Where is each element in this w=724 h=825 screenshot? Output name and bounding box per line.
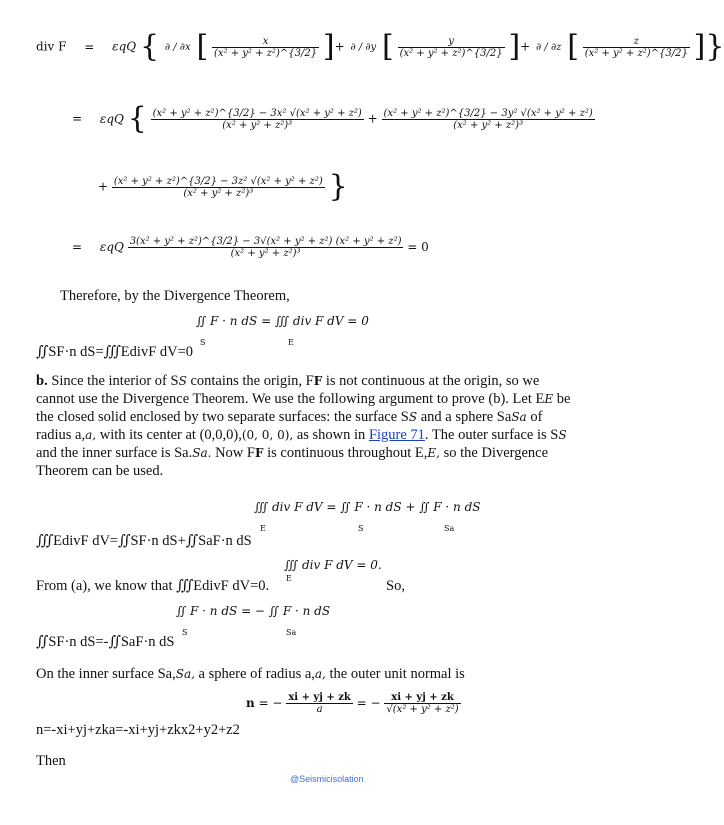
eq8-sub-sa: Sa xyxy=(286,628,297,637)
equation-unit-normal xyxy=(246,692,461,715)
alt-text-2: ∭EdivF dV=∬SF·n dS+∬SaF·n dS xyxy=(36,533,252,549)
figure-71-link[interactable]: Figure 71 xyxy=(368,427,425,443)
eq1-term-z: $\frac{z}{\text{(x² + y² + z²)\textasciicircum{}\{3/2\}}}$ xyxy=(584,35,688,59)
eq2-frac1: $\frac{\text{(x² + y² + z²)\textasciicircum{}\{3/2\} − 3x² √(x² + y² + z²)}}{\text{(x² + y² + z²)³}}$ xyxy=(152,107,362,131)
eq9-rel2: = − xyxy=(356,696,381,710)
eq4-frac: $\frac{\text{3(x² + y² + z²)\textasciicircum{}\{3/2\} − 3√(x² + y² + z²) (x² + y² + z²)}}{\text{(x² + y² + z²)³}}$ xyxy=(129,236,402,259)
equation-surface-equality xyxy=(176,604,331,637)
equation-expanded-line2: + $\frac{\text{(x² + y² + z²)\textasciicircum{}\{3/2\} − 3z² √(x² + y² + z²)}}{\text{(x² + y² + z²)³}}$ } xyxy=(98,169,348,204)
eq1-lhs: div F xyxy=(36,39,67,54)
para-b-line1: b. Since the interior of SS contains the origin, FF is not continuous at the origin, so we xyxy=(36,373,540,389)
alt-text-1: ∬SF·n dS=∭EdivF dV=0 xyxy=(36,344,194,360)
eq5-sub-s: S xyxy=(200,338,206,347)
paragraph-inner-surface: On the inner surface Sa,Sa, a sphere of radius a,a, the outer unit normal is xyxy=(36,666,465,682)
para-b-line2: cannot use the Divergence Theorem. We use the following argument to prove (b). Let EE be xyxy=(36,391,571,407)
eq7-expr: ∭ div F dV = 0. xyxy=(284,558,382,572)
eq4-result: = 0 xyxy=(407,240,429,254)
eq5-sub-e: E xyxy=(288,338,294,347)
eq4-coef: εqQ xyxy=(99,240,124,254)
eq2-frac2: $\frac{\text{(x² + y² + z²)\textasciicircum{}\{3/2\} − 3y² √(x² + y² + z²)}}{\text{(x² + y² + z²)³}}$ xyxy=(383,107,593,131)
eq3-frac: $\frac{\text{(x² + y² + z²)\textasciicircum{}\{3/2\} − 3z² √(x² + y² + z²)}}{\text{(x² + y² + z²)³}}$ xyxy=(113,175,323,199)
eq8-sub-s: S xyxy=(182,628,188,637)
eq1-rel: = xyxy=(84,39,95,54)
eq1-coef: εqQ xyxy=(112,39,137,54)
eq7-sub-e: E xyxy=(286,574,292,583)
alt-text-4: n=-xi+yj+zka=-xi+yj+zkx2+y2+z2 xyxy=(36,722,240,738)
eq9-frac2: $\frac{xi + yj + zk}{\text{√(x² + y² + z²)}}$ xyxy=(386,692,459,715)
para-b-line6: Theorem can be used. xyxy=(36,463,164,479)
equation-divergence-theorem xyxy=(196,314,369,347)
para-b-line5: and the inner surface is Sa.Sa. Now FF is continuous throughout E,E, so the Divergence xyxy=(36,445,549,461)
paragraph-so: So, xyxy=(386,578,405,594)
paragraph-from-a: From (a), we know that ∭EdivF dV=0. xyxy=(36,578,270,594)
eq9-rel1: = − xyxy=(258,696,283,710)
eq6-sub-s: S xyxy=(358,524,364,533)
equation-divergence-definition: div F = εqQ { ∂ / ∂x [ $\frac{x}{\text{(x² + y² + z²)\textasciicircum{}\{3/2\}}}$ ]+ ∂ / ∂y [ $\frac{y}{\text{(x² + y² + z²)\textasciicircum{}\{3/2\}}}$ ]+ ∂ / ∂z [ $\frac{z}{\text{(x² + y² + z²)\textasciicircum{}\{3/2\}}}$ ]} xyxy=(36,29,724,64)
eq1-term-y: $\frac{y}{\text{(x² + y² + z²)\textasciicircum{}\{3/2\}}}$ xyxy=(399,35,503,59)
para-b-line4: radius a,a, with its center at (0,0,0),(0, 0, 0), as shown in Figure 71. The outer surface is SS xyxy=(36,427,567,443)
eq1-dy: ∂ / ∂y xyxy=(350,41,377,53)
watermark: @Seismicisolation xyxy=(290,774,364,784)
paragraph-divergence-theorem: Therefore, by the Divergence Theorem, xyxy=(60,288,290,304)
eq6-sub-sa: Sa xyxy=(444,524,455,533)
equation-expanded-line1: = εqQ { $\frac{\text{(x² + y² + z²)\textasciicircum{}\{3/2\} − 3x² √(x² + y² + z²)}}{\text{(x² + y² + z²)³}}$ + $\frac{\text{(x² + y² + z²)\textasciicircum{}\{3/2\} − 3y² √(x² + y² + z²)}}{\text{(x² + y² + z²)³}}$ xyxy=(72,101,593,136)
eq9-frac1: $\frac{xi + yj + zk}{a}$ xyxy=(288,692,351,715)
eq4-rel: = xyxy=(72,240,83,254)
alt-text-3: ∬SF·n dS=-∬SaF·n dS xyxy=(36,634,175,650)
eq6-sub-e: E xyxy=(260,524,266,533)
eq1-term-x: $\frac{x}{\text{(x² + y² + z²)\textasciicircum{}\{3/2\}}}$ xyxy=(213,35,318,59)
equation-result-zero xyxy=(72,236,429,259)
eq8-expr: ∬ F · n dS = − ∬ F · n dS xyxy=(176,604,331,618)
eq6-expr: ∭ div F dV = ∬ F · n dS + ∬ F · n dS xyxy=(254,500,481,514)
eq2-coef: εqQ xyxy=(99,111,124,126)
part-b-label: b. xyxy=(36,373,48,389)
eq1-dx: ∂ / ∂x xyxy=(164,41,191,53)
eq9-lhs: n xyxy=(246,696,255,710)
eq5-expr: ∬ F · n dS = ∭ div F dV = 0 xyxy=(196,314,369,328)
eq1-dz: ∂ / ∂z xyxy=(536,41,562,53)
para-b-line3: the closed solid enclosed by two separate surfaces: the surface SS and a sphere SaSa of xyxy=(36,409,543,425)
eq2-rel: = xyxy=(72,111,83,126)
equation-split-surfaces xyxy=(254,500,481,533)
equation-div-zero xyxy=(284,558,382,583)
paragraph-then: Then xyxy=(36,753,66,769)
